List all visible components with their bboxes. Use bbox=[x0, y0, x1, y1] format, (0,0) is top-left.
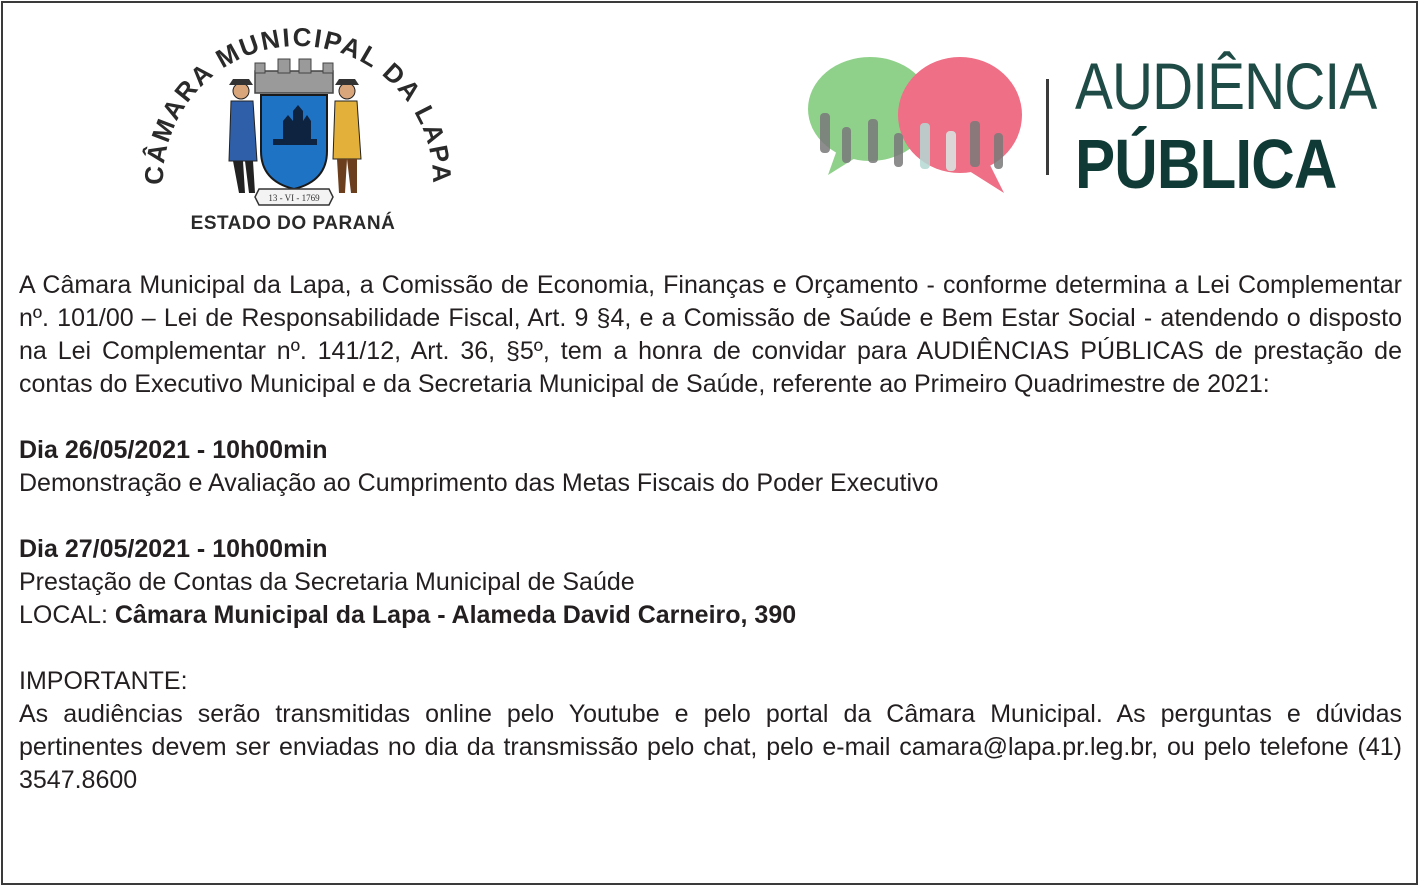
session-2 bbox=[19, 533, 1402, 632]
crest-scroll-date: 13 - VI - 1769 bbox=[268, 193, 320, 203]
local-value: Câmara Municipal da Lapa - Alameda David Carneiro, 390 bbox=[114, 601, 797, 629]
session-1-description: Demonstração e Avaliação ao Cumprimento das Metas Fiscais do Poder Executivo bbox=[19, 469, 939, 497]
logo-publica-text: PÚBLICA bbox=[1075, 125, 1337, 203]
logo-audiencia-text: AUDIÊNCIA bbox=[1075, 49, 1377, 123]
intro-paragraph: A Câmara Municipal da Lapa, a Comissão de Economia, Finanças e Orçamento - conforme determina a Lei Complementar nº. 101/00 – Lei de Responsabilidade Fiscal, Art. 9 §4, e a Comissão de Saúde e Bem Estar Social - atendendo o disposto na Lei Complementar nº. 141/12, Art. 36, §5º, tem a honra de convidar para AUDIÊNCIAS PÚBLICAS de prestação de contas do Executivo Municipal e da Secretaria Municipal de Saúde, referente ao Primeiro Quadrimestre de 2021: bbox=[19, 271, 1402, 398]
speech-bubbles-icon bbox=[798, 43, 1058, 215]
local-label: LOCAL: bbox=[19, 601, 115, 629]
notice-body bbox=[19, 269, 1402, 797]
notice-frame bbox=[1, 1, 1418, 885]
coat-of-arms-icon bbox=[133, 21, 463, 221]
session-1 bbox=[19, 434, 1402, 500]
state-label: ESTADO DO PARANÁ bbox=[190, 213, 396, 234]
session-2-description: Prestação de Contas da Secretaria Municipal de Saúde bbox=[19, 568, 635, 596]
important-section bbox=[19, 665, 1402, 797]
logo-divider bbox=[1046, 79, 1049, 175]
camara-crest bbox=[133, 21, 463, 241]
session-2-date: Dia 27/05/2021 - 10h00min bbox=[19, 535, 328, 563]
audiencia-publica-logo bbox=[798, 43, 1377, 215]
important-text: As audiências serão transmitidas online pelo Youtube e pelo portal da Câmara Municipal. As perguntas e dúvidas pertinentes devem ser enviadas no dia da transmissão pelo chat, pelo e-mail camara@lapa.pr.leg.br, ou pelo telefone (41) 3547.8600 bbox=[19, 700, 1402, 794]
session-1-date: Dia 26/05/2021 - 10h00min bbox=[19, 436, 328, 464]
important-heading: IMPORTANTE: bbox=[19, 667, 188, 695]
crest-arc-text: CÂMARA MUNICIPAL DA LAPA bbox=[138, 21, 458, 186]
local-line bbox=[19, 599, 1402, 632]
